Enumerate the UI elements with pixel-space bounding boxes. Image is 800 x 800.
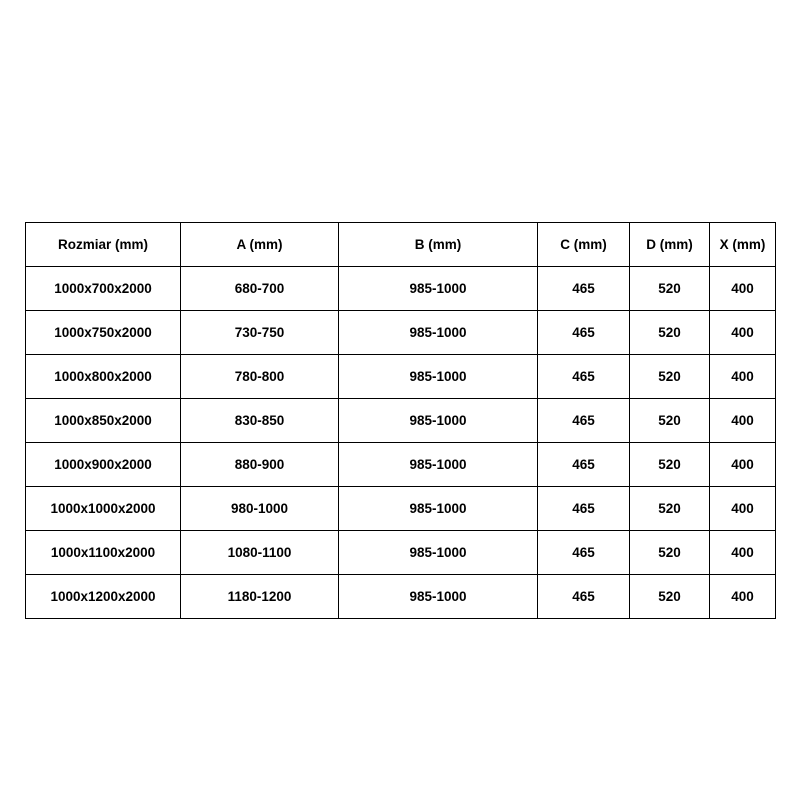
table-row — [26, 531, 776, 575]
cell-x: 400 — [710, 575, 776, 619]
column-header-b: B (mm) — [339, 223, 538, 267]
cell-b: 985-1000 — [339, 487, 538, 531]
cell-c: 465 — [538, 531, 630, 575]
cell-rozmiar: 1000x700x2000 — [26, 267, 181, 311]
cell-d: 520 — [630, 575, 710, 619]
table-row — [26, 355, 776, 399]
cell-x: 400 — [710, 531, 776, 575]
cell-b: 985-1000 — [339, 355, 538, 399]
cell-a: 830-850 — [181, 399, 339, 443]
table-header — [26, 223, 776, 267]
cell-b: 985-1000 — [339, 267, 538, 311]
cell-rozmiar: 1000x750x2000 — [26, 311, 181, 355]
cell-a: 880-900 — [181, 443, 339, 487]
cell-c: 465 — [538, 443, 630, 487]
cell-c: 465 — [538, 487, 630, 531]
cell-b: 985-1000 — [339, 399, 538, 443]
cell-a: 980-1000 — [181, 487, 339, 531]
specification-table-container — [25, 222, 775, 619]
cell-a: 780-800 — [181, 355, 339, 399]
cell-c: 465 — [538, 311, 630, 355]
cell-c: 465 — [538, 575, 630, 619]
cell-c: 465 — [538, 355, 630, 399]
column-header-d: D (mm) — [630, 223, 710, 267]
table-row — [26, 443, 776, 487]
table-row — [26, 311, 776, 355]
cell-d: 520 — [630, 311, 710, 355]
cell-c: 465 — [538, 267, 630, 311]
cell-b: 985-1000 — [339, 311, 538, 355]
cell-b: 985-1000 — [339, 531, 538, 575]
cell-rozmiar: 1000x800x2000 — [26, 355, 181, 399]
cell-d: 520 — [630, 267, 710, 311]
cell-x: 400 — [710, 267, 776, 311]
cell-x: 400 — [710, 487, 776, 531]
table-body — [26, 267, 776, 619]
cell-x: 400 — [710, 399, 776, 443]
table-row — [26, 487, 776, 531]
cell-rozmiar: 1000x900x2000 — [26, 443, 181, 487]
cell-d: 520 — [630, 399, 710, 443]
cell-d: 520 — [630, 531, 710, 575]
cell-a: 730-750 — [181, 311, 339, 355]
column-header-a: A (mm) — [181, 223, 339, 267]
cell-x: 400 — [710, 355, 776, 399]
cell-b: 985-1000 — [339, 443, 538, 487]
cell-rozmiar: 1000x1100x2000 — [26, 531, 181, 575]
table-row — [26, 575, 776, 619]
column-header-rozmiar: Rozmiar (mm) — [26, 223, 181, 267]
column-header-c: C (mm) — [538, 223, 630, 267]
cell-rozmiar: 1000x1000x2000 — [26, 487, 181, 531]
cell-a: 1180-1200 — [181, 575, 339, 619]
cell-d: 520 — [630, 443, 710, 487]
specification-table — [25, 222, 776, 619]
table-row — [26, 267, 776, 311]
cell-d: 520 — [630, 487, 710, 531]
cell-a: 1080-1100 — [181, 531, 339, 575]
table-row — [26, 399, 776, 443]
cell-x: 400 — [710, 443, 776, 487]
cell-rozmiar: 1000x850x2000 — [26, 399, 181, 443]
cell-a: 680-700 — [181, 267, 339, 311]
cell-x: 400 — [710, 311, 776, 355]
cell-d: 520 — [630, 355, 710, 399]
cell-b: 985-1000 — [339, 575, 538, 619]
table-header-row — [26, 223, 776, 267]
cell-rozmiar: 1000x1200x2000 — [26, 575, 181, 619]
column-header-x: X (mm) — [710, 223, 776, 267]
cell-c: 465 — [538, 399, 630, 443]
